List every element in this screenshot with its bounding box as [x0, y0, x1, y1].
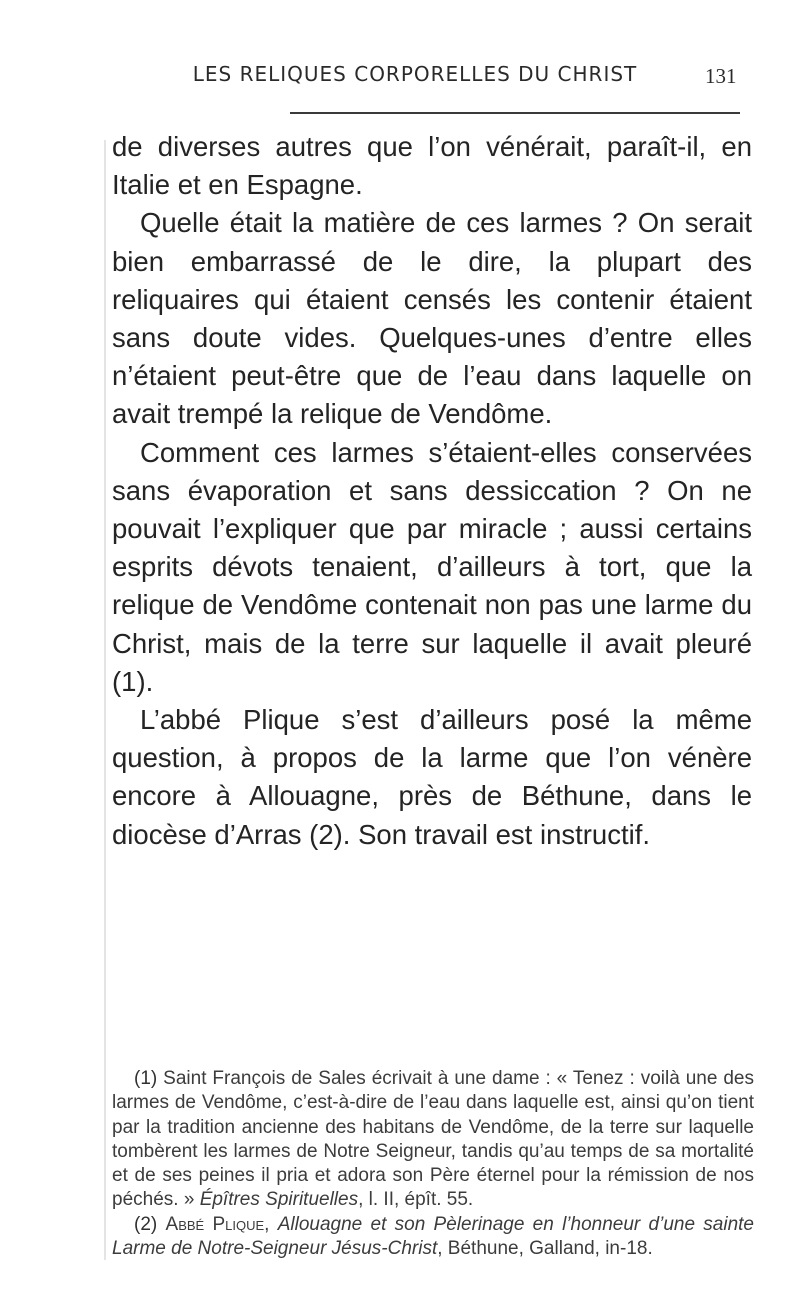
footnote-1-text: Saint François de Sales écrivait à une dame : « Tenez : voilà une des larmes de Vendôme, c’est-à-dire de l’eau dans laquelle est, ainsi qu’on tient par la tradition ancienne des habitans de Vendôme, de la terre sur laquelle tombèrent les larmes de Notre Seigneur, tandis qu’au temps de sa mortalité et de ses peines il pria et adora son Père éternel pour la rémission de nos péchés. »: [112, 1068, 754, 1211]
paragraph-continuation: de diverses autres que l’on vénérait, paraît-il, en Italie et en Espagne.: [112, 131, 752, 201]
main-text: [112, 128, 752, 854]
footnote-2-publisher: , Béthune, Galland, in-18.: [437, 1238, 653, 1260]
paragraph-abbe-plique: L’abbé Plique s’est d’ailleurs posé la même question, à propos de la larme que l’on vénère encore à Allouagne, près de Béthune, dans le diocèse d’Arras (2). Son travail est instructif.: [112, 704, 752, 850]
footnote-1-marker: (1): [134, 1068, 158, 1089]
footnote-2-marker: (2): [134, 1213, 158, 1235]
page-number: 131: [705, 64, 737, 88]
footnote-1-source-ref: , l. II, épît. 55.: [358, 1189, 474, 1211]
paragraph-conservation: Comment ces larmes s’étaient-elles conservées sans évaporation et sans dessiccation ? On ne pouvait l’expliquer que par miracle ; aussi certains esprits dévots tenaient, d’ailleurs à tort, que la relique de Vendôme contenait non pas une larme du Christ, mais de la terre sur laquelle il avait pleuré (1).: [112, 436, 752, 697]
footnote-2-title: Allouagne et son Pèlerinage en l’honneur d’une sainte Larme de Notre-Seigneur Jésus-Christ: [112, 1213, 754, 1260]
footnotes: [112, 1067, 754, 1261]
running-head: LES RELIQUES CORPORELLES DU CHRIST: [192, 62, 638, 86]
footnote-2-separator: ,: [264, 1213, 278, 1235]
footnote-2-author: Abbé Plique: [165, 1213, 265, 1235]
paragraph-larmes-matiere: Quelle était la matière de ces larmes ? On serait bien embarrassé de le dire, la plupart des reliquaires qui étaient censés les contenir étaient sans doute vides. Quelques-unes d’entre elles n’étaient peut-être que de l’eau dans laquelle on avait trempé la relique de Vendôme.: [112, 207, 752, 430]
footnote-2: [112, 1213, 754, 1262]
header-rule: [290, 112, 740, 114]
footnote-1-source-title: Épîtres Spirituelles: [199, 1189, 359, 1211]
footnote-1: [112, 1067, 754, 1213]
binding-gutter-shadow: [104, 140, 111, 1260]
